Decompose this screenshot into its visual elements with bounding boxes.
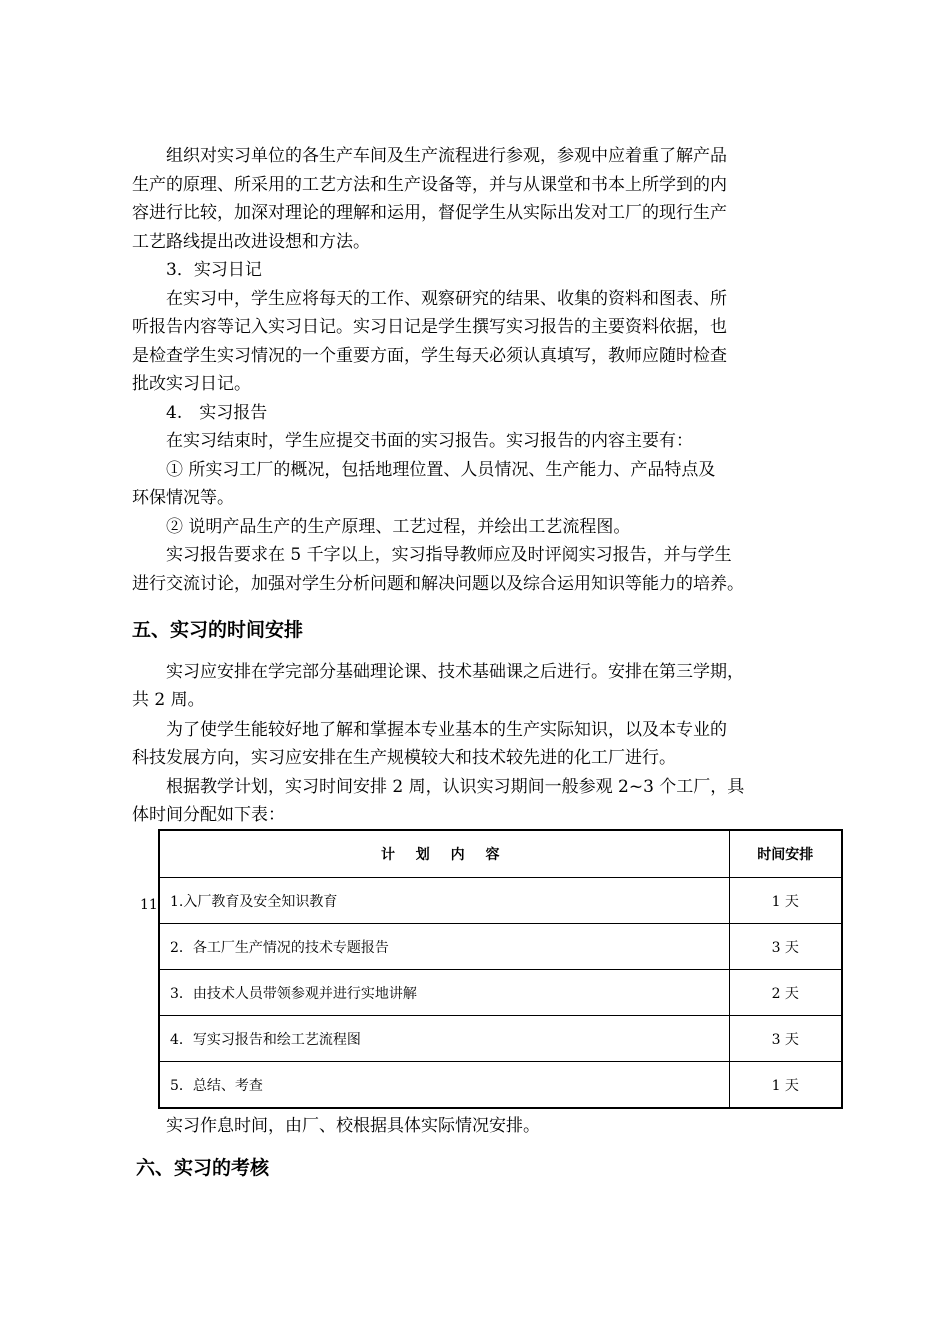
text-line: 实习报告要求在 5 千字以上，实习指导教师应及时评阅实习报告，并与学生 [132,545,732,565]
margin-mark: 11 [140,897,158,913]
table-row [159,970,842,1016]
subheading-report: 4. 实习报告 [132,403,268,423]
text-line: 生产的原理、所采用的工艺方法和生产设备等，并与从课堂和书本上所学到的内 [132,175,727,195]
row-time: 3 天 [729,924,842,970]
subheading-diary: 3．实习日记 [132,260,262,280]
row-item: 1.入厂教育及安全知识教育 [159,878,729,924]
text-line: 在实习中，学生应将每天的工作、观察研究的结果、收集的资料和图表、所 [132,289,727,309]
section-heading-schedule: 五、实习的时间安排 [132,619,304,641]
row-item: 3．由技术人员带领参观并进行实地讲解 [159,970,729,1016]
text-line: 环保情况等。 [132,488,234,508]
row-time: 2 天 [729,970,842,1016]
table-row [159,924,842,970]
text-line: 工艺路线提出改进设想和方法。 [132,232,370,252]
text-line: 实习作息时间，由厂、校根据具体实际情况安排。 [132,1116,540,1136]
text-line: 根据教学计划，实习时间安排 2 周，认识实习期间一般参观 2~3 个工厂，具 [132,777,745,797]
table-row [159,878,842,924]
text-line: 批改实习日记。 [132,374,251,394]
row-item: 5．总结、考查 [159,1062,729,1109]
row-item: 4．写实习报告和绘工艺流程图 [159,1016,729,1062]
text-line: 实习应安排在学完部分基础理论课、技术基础课之后进行。安排在第三学期， [132,662,744,682]
text-line: 听报告内容等记入实习日记。实习日记是学生撰写实习报告的主要资料依据，也 [132,317,727,337]
text-line: 进行交流讨论，加强对学生分析问题和解决问题以及综合运用知识等能力的培养。 [132,574,744,594]
column-header-time: 时间安排 [729,830,842,878]
row-time: 3 天 [729,1016,842,1062]
schedule-table [158,829,843,1109]
text-line: 科技发展方向，实习应安排在生产规模较大和技术较先进的化工厂进行。 [132,748,676,768]
table-row [159,1062,842,1109]
text-line: 体时间分配如下表： [132,805,285,825]
text-line: 共 2 周。 [132,690,205,710]
text-line: 在实习结束时，学生应提交书面的实习报告。实习报告的内容主要有： [132,431,693,451]
table-header-row [159,830,842,878]
text-line: 组织对实习单位的各生产车间及生产流程进行参观，参观中应着重了解产品 [132,146,727,166]
text-line: ② 说明产品生产的生产原理、工艺过程，并绘出工艺流程图。 [132,517,631,537]
text-line: 为了使学生能较好地了解和掌握本专业基本的生产实际知识，以及本专业的 [132,720,727,740]
text-line: ① 所实习工厂的概况，包括地理位置、人员情况、生产能力、产品特点及 [132,460,716,480]
column-header-content: 计 划 内 容 [159,830,729,878]
row-item: 2．各工厂生产情况的技术专题报告 [159,924,729,970]
text-line: 容进行比较，加深对理论的理解和运用，督促学生从实际出发对工厂的现行生产 [132,203,727,223]
table-row [159,1016,842,1062]
text-line: 是检查学生实习情况的一个重要方面，学生每天必须认真填写，教师应随时检查 [132,346,727,366]
row-time: 1 天 [729,878,842,924]
row-time: 1 天 [729,1062,842,1109]
section-heading-assessment: 六、实习的考核 [136,1157,270,1179]
